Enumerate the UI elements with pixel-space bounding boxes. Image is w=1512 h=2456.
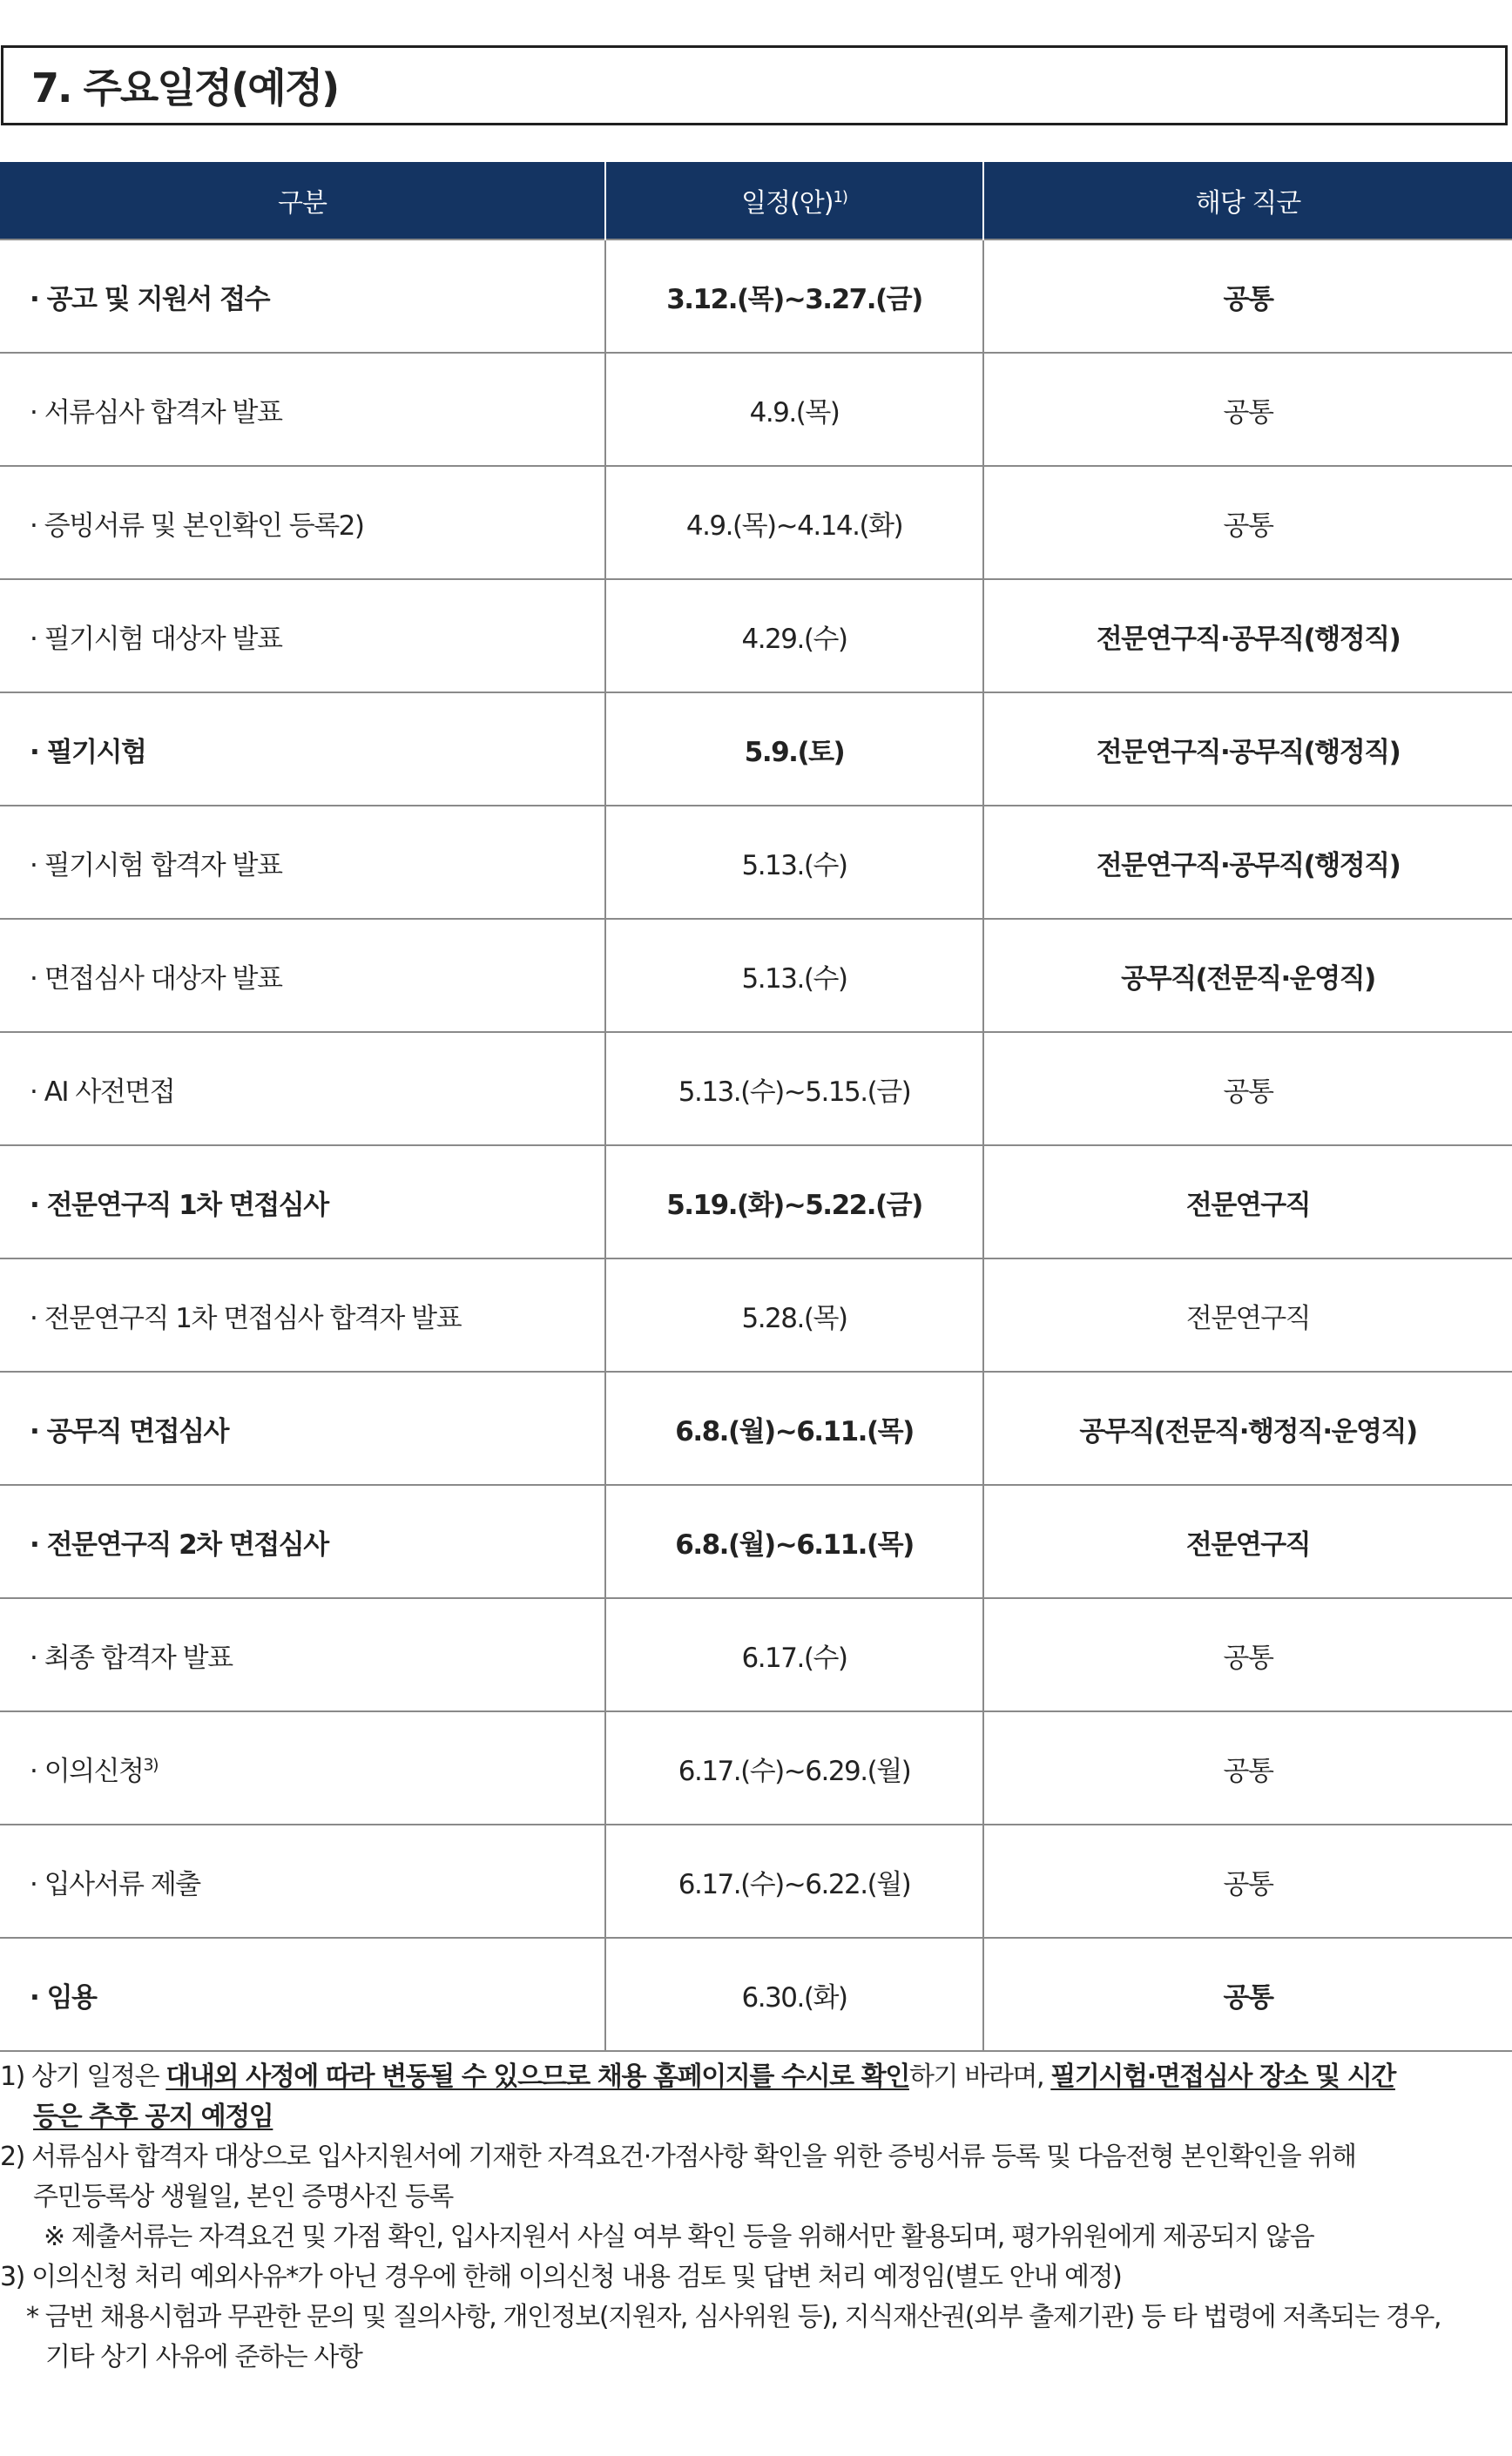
footnote-3-line-1: 3) 이의신청 처리 예외사유*가 아닌 경우에 한해 이의신청 내용 검토 및 답변 처리 예정임(별도 안내 예정): [0, 2262, 1122, 2292]
row-schedule: 6.17.(수)~6.22.(월): [605, 1825, 983, 1938]
row-category: · AI 사전면접: [0, 1032, 605, 1145]
row-job-group: 전문연구직·공무직(행정직): [983, 579, 1512, 692]
table-row: [0, 1485, 1512, 1598]
row-category: · 공무직 면접심사: [0, 1372, 605, 1485]
row-schedule: 3.12.(목)~3.27.(금): [605, 240, 983, 353]
row-category: · 이의신청: [30, 1755, 144, 1787]
row-category: · 최종 합격자 발표: [0, 1598, 605, 1711]
row-category: · 전문연구직 2차 면접심사: [0, 1485, 605, 1598]
row-category: · 증빙서류 및 본인확인 등록2): [0, 466, 605, 579]
row-category: · 면접심사 대상자 발표: [0, 919, 605, 1032]
row-schedule: 6.30.(화): [605, 1938, 983, 2051]
footnote-1-emphasis-2: 필기시험·면접심사 장소 및 시간: [1050, 2061, 1395, 2092]
header-category: 구분: [0, 162, 605, 240]
footnote-1-prefix: 1) 상기 일정은: [0, 2061, 166, 2092]
row-schedule: 4.29.(수): [605, 579, 983, 692]
row-job-group: 전문연구직·공무직(행정직): [983, 806, 1512, 919]
row-job-group: 공통: [983, 1032, 1512, 1145]
row-schedule: 4.9.(목): [605, 353, 983, 466]
row-job-group: 공통: [983, 466, 1512, 579]
footnote-1-middle: 하기 바라며,: [908, 2061, 1051, 2092]
table-row: [0, 466, 1512, 579]
row-category: · 필기시험 대상자 발표: [0, 579, 605, 692]
table-row: [0, 240, 1512, 353]
row-job-group: 공통: [983, 1825, 1512, 1938]
header-job-group: 해당 직군: [983, 162, 1512, 240]
row-job-group: 공무직(전문직·행정직·운영직): [983, 1372, 1512, 1485]
row-schedule: 6.8.(월)~6.11.(목): [605, 1372, 983, 1485]
header-schedule: [605, 162, 983, 240]
row-job-group: 공통: [983, 240, 1512, 353]
row-schedule: 6.8.(월)~6.11.(목): [605, 1485, 983, 1598]
footnote-1-line-1: [0, 2057, 1512, 2097]
table-row: [0, 1938, 1512, 2051]
row-schedule: 5.13.(수): [605, 806, 983, 919]
row-job-group: 전문연구직: [983, 1258, 1512, 1372]
row-schedule: 5.13.(수)~5.15.(금): [605, 1032, 983, 1145]
row-schedule: 4.9.(목)~4.14.(화): [605, 466, 983, 579]
row-category: · 임용: [0, 1938, 605, 2051]
table-row: [0, 692, 1512, 806]
row-job-group: 전문연구직·공무직(행정직): [983, 692, 1512, 806]
row-job-group: 공통: [983, 1598, 1512, 1711]
row-job-group: 공통: [983, 353, 1512, 466]
row-category: · 전문연구직 1차 면접심사: [0, 1145, 605, 1258]
footnote-1-line-2: [0, 2097, 1512, 2137]
row-category: · 필기시험: [0, 692, 605, 806]
row-category: · 전문연구직 1차 면접심사 합격자 발표: [0, 1258, 605, 1372]
schedule-table: [0, 162, 1512, 2052]
row-schedule: 6.17.(수): [605, 1598, 983, 1711]
row-job-group: 공무직(전문직·운영직): [983, 919, 1512, 1032]
table-row: [0, 806, 1512, 919]
header-schedule-note-ref: 1): [833, 188, 847, 206]
table-row: [0, 1032, 1512, 1145]
table-row: [0, 1145, 1512, 1258]
footnote-1-emphasis-1: 대내외 사정에 따라 변동될 수 있으므로 채용 홈페이지를 수시로 확인: [165, 2061, 909, 2092]
row-category: · 서류심사 합격자 발표: [0, 353, 605, 466]
table-row: [0, 1711, 1512, 1825]
table-row: [0, 353, 1512, 466]
section-title: 7. 주요일정(예정): [1, 45, 1508, 125]
footnote-3-exception-line-1: * 금번 채용시험과 무관한 문의 및 질의사항, 개인정보(지원자, 심사위원 등), 지식재산권(외부 출제기관) 등 타 법령에 저촉되는 경우,: [26, 2302, 1441, 2332]
header-schedule-label: 일정(안): [741, 188, 834, 219]
footnote-3-exception-line-2: 기타 상기 사유에 준하는 사항: [45, 2342, 362, 2372]
row-schedule: 5.9.(토): [605, 692, 983, 806]
row-schedule: 5.28.(목): [605, 1258, 983, 1372]
row-category-cell: [0, 1711, 605, 1825]
row-schedule: 6.17.(수)~6.29.(월): [605, 1711, 983, 1825]
table-row: [0, 579, 1512, 692]
table-row: [0, 1598, 1512, 1711]
table-row: [0, 1825, 1512, 1938]
row-schedule: 5.13.(수): [605, 919, 983, 1032]
row-job-group: 공통: [983, 1711, 1512, 1825]
table-header-row: [0, 162, 1512, 240]
row-schedule: 5.19.(화)~5.22.(금): [605, 1145, 983, 1258]
footnotes: [0, 2057, 1512, 2378]
row-job-group: 전문연구직: [983, 1145, 1512, 1258]
footnote-2-remark: ※ 제출서류는 자격요건 및 가점 확인, 입사지원서 사실 여부 확인 등을 위해서만 활용되며, 평가위원에게 제공되지 않음: [44, 2222, 1314, 2252]
footnote-2-line-1: 2) 서류심사 합격자 대상으로 입사지원서에 기재한 자격요건·가점사항 확인을 위한 증빙서류 등록 및 다음전형 본인확인을 위해: [0, 2142, 1356, 2172]
footnote-1-emphasis-3: 등은 추후 공지 예정임: [33, 2102, 273, 2132]
footnote-2-line-2: 주민등록상 생월일, 본인 증명사진 등록: [33, 2182, 453, 2212]
table-row: [0, 1258, 1512, 1372]
row-job-group: 공통: [983, 1938, 1512, 2051]
row-job-group: 전문연구직: [983, 1485, 1512, 1598]
table-row: [0, 1372, 1512, 1485]
row-category-note-ref: 3): [143, 1755, 159, 1775]
row-category: · 필기시험 합격자 발표: [0, 806, 605, 919]
table-row: [0, 919, 1512, 1032]
row-category: · 입사서류 제출: [0, 1825, 605, 1938]
row-category: · 공고 및 지원서 접수: [0, 240, 605, 353]
